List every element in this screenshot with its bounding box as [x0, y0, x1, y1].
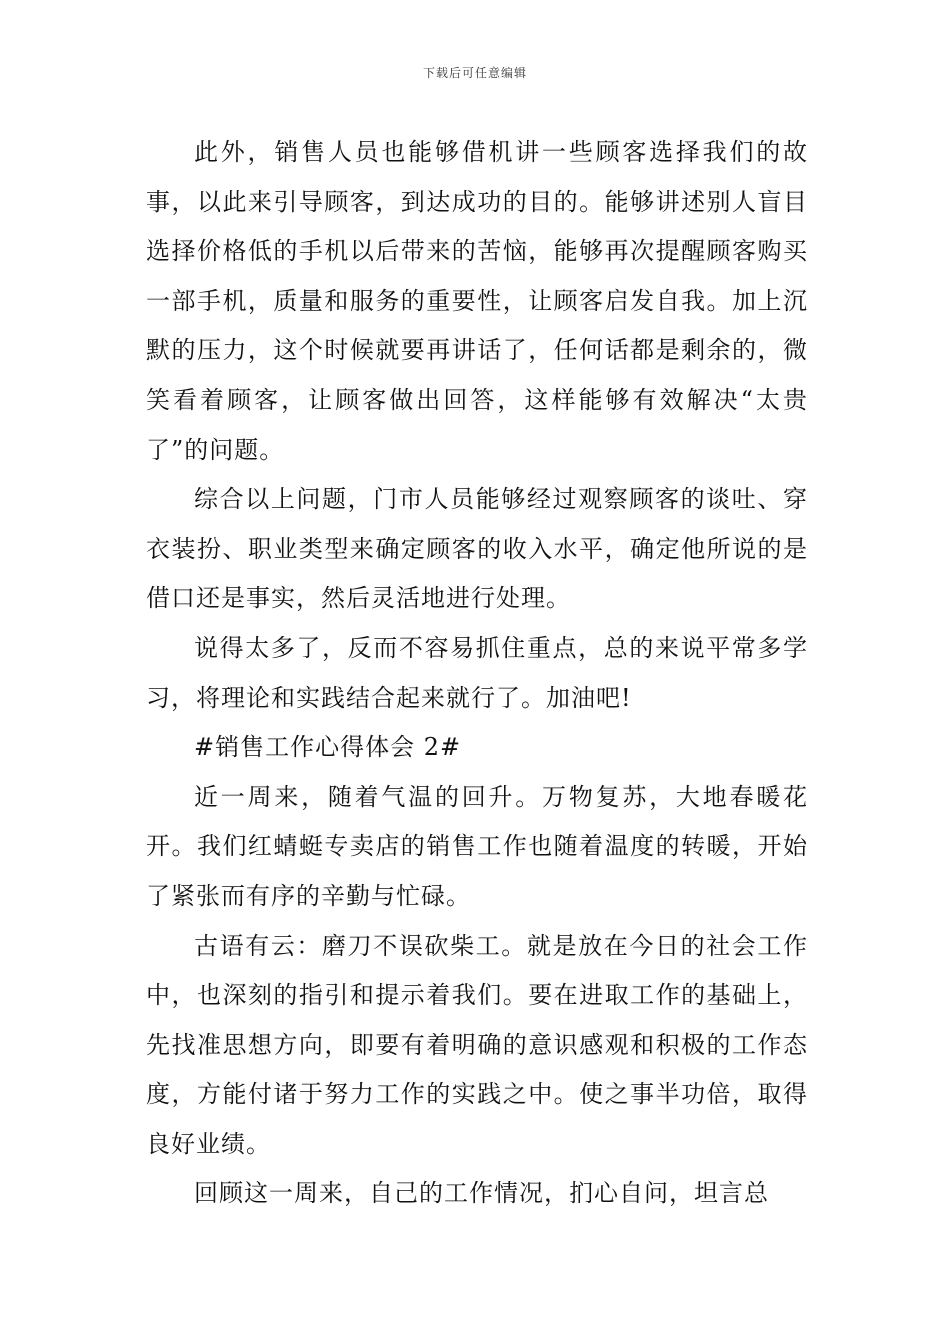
paragraph: 此外，销售人员也能够借机讲一些顾客选择我们的故事，以此来引导顾客，到达成功的目的。能够讲述别人盲目选择价格低的手机以后带来的苦恼，能够再次提醒顾客购买一部手机，质量和服务的重要性，让顾客启发自我。加上沉默的压力，这个时候就要再讲话了，任何话都是剩余的，微笑看着顾客，让顾客做出回答，这样能够有效解决“太贵了”的问题。: [146, 138, 808, 464]
section-heading: #销售工作心得体会 2#: [194, 733, 462, 762]
document-body: [146, 128, 808, 1219]
paragraph: 古语有云：磨刀不误砍柴工。就是放在今日的社会工作中，也深刻的指引和提示着我们。要在进取工作的基础上，先找准思想方向，即要有着明确的意识感观和积极的工作态度，方能付诸于努力工作的实践之中。使之事半功倍，取得良好业绩。: [146, 931, 808, 1158]
paragraph: 说得太多了，反而不容易抓住重点，总的来说平常多学习，将理论和实践结合起来就行了。加油吧!: [146, 633, 808, 712]
paragraph: 近一周来，随着气温的回升。万物复苏，大地春暖花开。我们红蜻蜓专卖店的销售工作也随着温度的转暖，开始了紧张而有序的辛勤与忙碌。: [146, 782, 808, 910]
header-note: 下载后可任意编辑: [422, 66, 527, 80]
paragraph: 综合以上问题，门市人员能够经过观察顾客的谈吐、穿衣装扮、职业类型来确定顾客的收入水平，确定他所说的是借口还是事实，然后灵活地进行处理。: [146, 485, 808, 613]
paragraph: 回顾这一周来，自己的工作情况，扪心自问，坦言总: [194, 1179, 769, 1208]
